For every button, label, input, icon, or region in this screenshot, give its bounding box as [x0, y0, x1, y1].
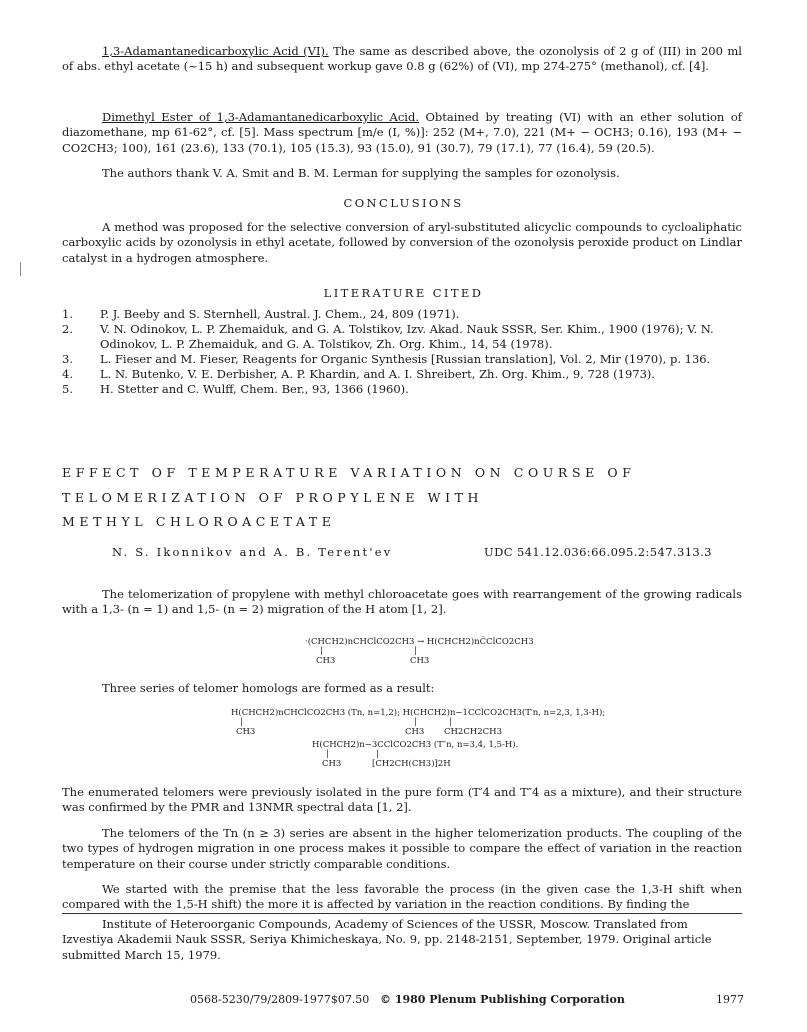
article-title-line-3: METHYL CHLOROACETATE	[62, 514, 336, 529]
page-number: 1977	[716, 993, 744, 1006]
conclusions-heading: CONCLUSIONS	[343, 196, 464, 210]
methyl-substituent: CH3	[405, 727, 425, 737]
conclusions-text: A method was proposed for the selective conversion of aryl-substituted alicyclic compounds to cycloaliphatic carboxylic acids by ozonolysis in ethyl acetate, followed by conversion of the ozonolysis peroxide product on Lindlar catalyst in a hydrogen atmosphere.	[62, 220, 742, 265]
compound-heading: Dimethyl Ester of 1,3-Adamantanedicarboxylic Acid.	[102, 110, 420, 124]
reference-list	[62, 307, 742, 397]
bond-line: |	[449, 717, 452, 727]
journal-code: 0568-5230/79/2809-1977$07.50	[190, 993, 370, 1006]
methyl-substituent: CH3	[322, 759, 342, 769]
series-intro: Three series of telomer homologs are formed as a result:	[102, 681, 435, 695]
bond-line: |	[240, 717, 243, 727]
bond-line: |	[376, 749, 379, 759]
paragraph-text: The same as described above, the ozonolysis of 2 g of (III) in 200 ml of abs. ethyl acetate (~15 h) and subsequent workup gave 0.8 g (62%) of (VI), mp 274-275° (methanol), cf. [4].	[62, 44, 742, 74]
methyl-substituent: CH3	[410, 656, 430, 666]
reaction-scheme-1: ·(CHCH2)nCHClCO2CH3 → H(CHCH2)nĊClCO2CH3	[305, 637, 534, 647]
premise-paragraph: We started with the premise that the less favorable the process (in the given case the 1,3-H shift when compared with the 1,5-H shift) the more it is affected by variation in the reaction conditions. By finding the	[62, 882, 742, 912]
reference-item: 1. P. J. Beeby and S. Sternhell, Austral. J. Chem., 24, 809 (1971).	[62, 307, 460, 321]
footnote-divider	[62, 913, 742, 914]
acknowledgment-paragraph: The authors thank V. A. Smit and B. M. Lerman for supplying the samples for ozonolysis.	[102, 166, 620, 180]
methyl-substituent: CH3	[316, 656, 336, 666]
telomer-series-formula: H(CHCH2)n−3CClCO2CH3 (T″n, n=3,4, 1,5-H).	[312, 740, 519, 750]
reference-item: 5. H. Stetter and C. Wulff, Chem. Ber., 93, 1366 (1960).	[62, 382, 409, 396]
affiliation-footnote: Institute of Heteroorganic Compounds, Academy of Sciences of the USSR, Moscow. Translated from Izvestiya Akademii Nauk SSSR, Seriya Khimicheskaya, No. 9, pp. 2148-2151, September, 1979. Original article submitted March 15, 1979.	[62, 917, 712, 962]
literature-cited-heading: LITERATURE CITED	[323, 286, 484, 300]
isobutyl-substituent: [CH2CH(CH3)]2H	[372, 759, 451, 769]
isolation-paragraph: The enumerated telomers were previously isolated in the pure form (T′4 and T″4 as a mixture), and their structure was confirmed by the PMR and 13NMR spectral data [1, 2].	[62, 785, 742, 815]
article-title-line-1: EFFECT OF TEMPERATURE VARIATION ON COURSE OF	[62, 465, 636, 480]
bond-line: |	[326, 749, 329, 759]
copyright-notice: © 1980 Plenum Publishing Corporation	[380, 993, 625, 1006]
intro-paragraph: The telomerization of propylene with methyl chloroacetate goes with rearrangement of the growing radicals with a 1,3- (n = 1) and 1,5- (n = 2) migration of the H atom [1, 2].	[62, 587, 742, 617]
paragraph-text: Obtained by treating (VI) with an ether solution of diazomethane, mp 61-62°, cf. [5]. Mass spectrum [m/e (I, %)]: 252 (M+, 7.0), 221 (M+ − OCH3; 0.16), 193 (M+ − CO2CH3; 100), 161 (23.6), 133 (70.1), 105 (15.3), 93 (15.0), 91 (30.7), 79 (17.1), 77 (16.4), 59 (20.5).	[62, 110, 742, 155]
paragraph-dimethyl-ester	[62, 110, 742, 156]
article-authors: N. S. Ikonnikov and A. B. Terent'ev	[112, 545, 393, 559]
reference-item: 4. L. N. Butenko, V. E. Derbisher, A. P. Khardin, and A. I. Shreibert, Zh. Org. Khim., 9, 728 (1973).	[62, 367, 656, 381]
methyl-substituent: CH3	[236, 727, 256, 737]
margin-mark	[20, 262, 27, 276]
propyl-substituent: CH2CH2CH3	[444, 727, 502, 737]
absence-paragraph: The telomers of the Tn (n ≥ 3) series are absent in the higher telomerization products. The coupling of the two types of hydrogen migration in one process makes it possible to compare the effect of variation in the reaction temperature on their course under strictly comparable conditions.	[62, 826, 742, 871]
telomer-series-formula: H(CHCH2)nCHClCO2CH3 (Tn, n=1,2); H(CHCH2)n−1CClCO2CH3(T′n, n=2,3, 1,3-H);	[231, 708, 606, 718]
compound-heading: 1,3-Adamantanedicarboxylic Acid (VI).	[102, 44, 329, 58]
bond-line: |	[414, 717, 417, 727]
reference-item: 2. V. N. Odinokov, L. P. Zhemaiduk, and G. A. Tolstikov, Izv. Akad. Nauk SSSR, Ser. Khim., 1900 (1976); V. N. Odinokov, L. P. Zhemaiduk, and G. A. Tolstikov, Zh. Org. Khim., 14, 54 (1978).	[62, 322, 714, 351]
bond-line: |	[320, 646, 323, 656]
udc-code: UDC 541.12.036:66.095.2:547.313.3	[484, 545, 712, 559]
bond-line: |	[414, 646, 417, 656]
article-title-line-2: TELOMERIZATION OF PROPYLENE WITH	[62, 490, 484, 505]
reference-item: 3. L. Fieser and M. Fieser, Reagents for Organic Synthesis [Russian translation], Vol. 2, Mir (1970), p. 136.	[62, 352, 711, 366]
paragraph-adamantanedicarboxylic-acid	[62, 44, 742, 75]
